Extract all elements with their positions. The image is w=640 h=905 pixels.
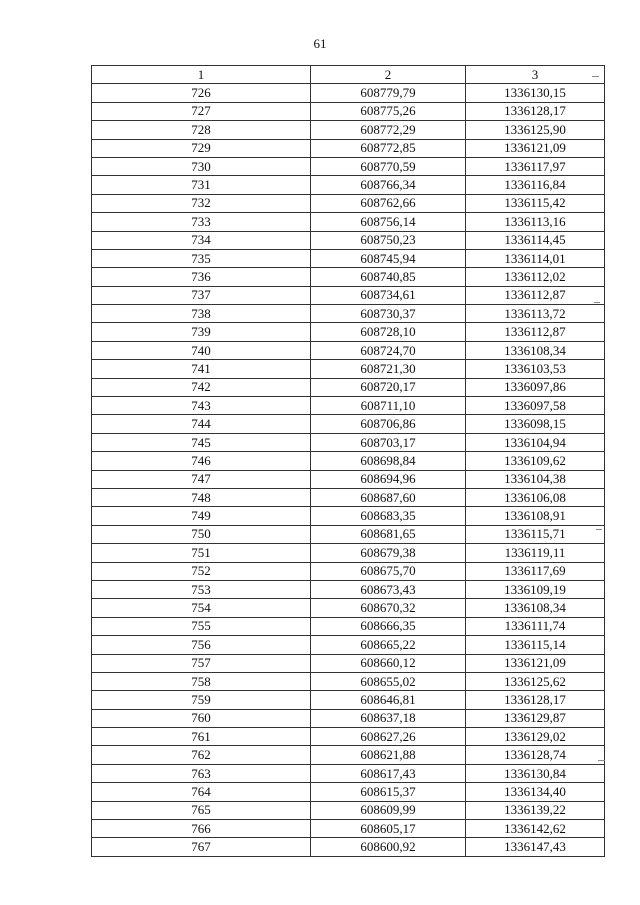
cell-y-coordinate: 1336112,87 (466, 323, 605, 341)
cell-y-coordinate: 1336142,62 (466, 820, 605, 838)
cell-x-coordinate: 608605,17 (311, 820, 466, 838)
cell-y-coordinate: 1336128,17 (466, 691, 605, 709)
cell-x-coordinate: 608621,88 (311, 746, 466, 764)
cell-x-coordinate: 608665,22 (311, 636, 466, 654)
cell-y-coordinate: 1336108,34 (466, 599, 605, 617)
cell-x-coordinate: 608770,59 (311, 157, 466, 175)
cell-x-coordinate: 608660,12 (311, 654, 466, 672)
cell-x-coordinate: 608681,65 (311, 525, 466, 543)
cell-y-coordinate: 1336115,14 (466, 636, 605, 654)
cell-point-number: 763 (92, 764, 311, 782)
cell-y-coordinate: 1336125,90 (466, 121, 605, 139)
table-row (92, 838, 605, 856)
cell-y-coordinate: 1336113,72 (466, 305, 605, 323)
cell-point-number: 748 (92, 488, 311, 506)
table-row (92, 213, 605, 231)
table-row (92, 341, 605, 359)
cell-x-coordinate: 608609,99 (311, 801, 466, 819)
cell-x-coordinate: 608698,84 (311, 452, 466, 470)
cell-point-number: 752 (92, 562, 311, 580)
cell-x-coordinate: 608766,34 (311, 176, 466, 194)
cell-point-number: 731 (92, 176, 311, 194)
cell-point-number: 749 (92, 507, 311, 525)
cell-x-coordinate: 608683,35 (311, 507, 466, 525)
coordinates-table (91, 65, 605, 857)
cell-y-coordinate: 1336103,53 (466, 360, 605, 378)
table-row (92, 194, 605, 212)
table-row (92, 176, 605, 194)
cell-y-coordinate: 1336108,91 (466, 507, 605, 525)
cell-x-coordinate: 608646,81 (311, 691, 466, 709)
cell-y-coordinate: 1336125,62 (466, 672, 605, 690)
cell-point-number: 760 (92, 709, 311, 727)
cell-x-coordinate: 608772,29 (311, 121, 466, 139)
cell-point-number: 756 (92, 636, 311, 654)
cell-point-number: 729 (92, 139, 311, 157)
cell-y-coordinate: 1336115,71 (466, 525, 605, 543)
cell-x-coordinate: 608679,38 (311, 544, 466, 562)
cell-x-coordinate: 608600,92 (311, 838, 466, 856)
cell-y-coordinate: 1336104,94 (466, 433, 605, 451)
cell-point-number: 762 (92, 746, 311, 764)
cell-x-coordinate: 608750,23 (311, 231, 466, 249)
cell-x-coordinate: 608703,17 (311, 433, 466, 451)
column-header-x: 2 (311, 66, 466, 84)
cell-y-coordinate: 1336109,62 (466, 452, 605, 470)
cell-y-coordinate: 1336114,01 (466, 249, 605, 267)
table-row (92, 801, 605, 819)
cell-y-coordinate: 1336115,42 (466, 194, 605, 212)
cell-x-coordinate: 608720,17 (311, 378, 466, 396)
cell-point-number: 733 (92, 213, 311, 231)
table-row (92, 746, 605, 764)
cell-point-number: 754 (92, 599, 311, 617)
cell-point-number: 730 (92, 157, 311, 175)
cell-y-coordinate: 1336112,02 (466, 268, 605, 286)
table-row (92, 820, 605, 838)
cell-y-coordinate: 1336129,02 (466, 728, 605, 746)
cell-x-coordinate: 608655,02 (311, 672, 466, 690)
cell-y-coordinate: 1336114,45 (466, 231, 605, 249)
cell-x-coordinate: 608687,60 (311, 488, 466, 506)
cell-point-number: 743 (92, 397, 311, 415)
scan-mark (594, 302, 600, 303)
cell-y-coordinate: 1336116,84 (466, 176, 605, 194)
cell-point-number: 753 (92, 580, 311, 598)
table-row (92, 636, 605, 654)
cell-x-coordinate: 608675,70 (311, 562, 466, 580)
cell-point-number: 746 (92, 452, 311, 470)
table-row (92, 157, 605, 175)
cell-point-number: 737 (92, 286, 311, 304)
table-row (92, 525, 605, 543)
cell-x-coordinate: 608706,86 (311, 415, 466, 433)
cell-point-number: 726 (92, 84, 311, 102)
cell-x-coordinate: 608730,37 (311, 305, 466, 323)
cell-x-coordinate: 608779,79 (311, 84, 466, 102)
cell-y-coordinate: 1336113,16 (466, 213, 605, 231)
cell-point-number: 736 (92, 268, 311, 286)
cell-y-coordinate: 1336117,69 (466, 562, 605, 580)
table-row (92, 764, 605, 782)
cell-point-number: 734 (92, 231, 311, 249)
table-row (92, 231, 605, 249)
cell-x-coordinate: 608721,30 (311, 360, 466, 378)
cell-x-coordinate: 608615,37 (311, 783, 466, 801)
table-row (92, 654, 605, 672)
table-row (92, 580, 605, 598)
cell-y-coordinate: 1336130,84 (466, 764, 605, 782)
table-row (92, 433, 605, 451)
cell-point-number: 759 (92, 691, 311, 709)
cell-x-coordinate: 608762,66 (311, 194, 466, 212)
cell-x-coordinate: 608666,35 (311, 617, 466, 635)
table-row (92, 783, 605, 801)
cell-y-coordinate: 1336128,74 (466, 746, 605, 764)
table-row (92, 709, 605, 727)
cell-x-coordinate: 608745,94 (311, 249, 466, 267)
cell-point-number: 728 (92, 121, 311, 139)
table-row (92, 470, 605, 488)
cell-y-coordinate: 1336104,38 (466, 470, 605, 488)
table-row (92, 378, 605, 396)
cell-point-number: 738 (92, 305, 311, 323)
cell-x-coordinate: 608734,61 (311, 286, 466, 304)
cell-point-number: 745 (92, 433, 311, 451)
cell-point-number: 742 (92, 378, 311, 396)
cell-x-coordinate: 608627,26 (311, 728, 466, 746)
cell-point-number: 767 (92, 838, 311, 856)
cell-x-coordinate: 608673,43 (311, 580, 466, 598)
cell-y-coordinate: 1336121,09 (466, 654, 605, 672)
cell-point-number: 732 (92, 194, 311, 212)
cell-point-number: 758 (92, 672, 311, 690)
cell-x-coordinate: 608694,96 (311, 470, 466, 488)
cell-y-coordinate: 1336134,40 (466, 783, 605, 801)
table-row (92, 323, 605, 341)
scan-mark (598, 760, 605, 761)
cell-y-coordinate: 1336121,09 (466, 139, 605, 157)
column-header-number: 1 (92, 66, 311, 84)
cell-y-coordinate: 1336117,97 (466, 157, 605, 175)
cell-y-coordinate: 1336097,86 (466, 378, 605, 396)
table-row (92, 121, 605, 139)
cell-point-number: 727 (92, 102, 311, 120)
cell-point-number: 741 (92, 360, 311, 378)
table-row (92, 102, 605, 120)
cell-y-coordinate: 1336112,87 (466, 286, 605, 304)
scan-mark (596, 529, 602, 530)
cell-point-number: 761 (92, 728, 311, 746)
cell-x-coordinate: 608728,10 (311, 323, 466, 341)
table-row (92, 507, 605, 525)
cell-y-coordinate: 1336109,19 (466, 580, 605, 598)
cell-point-number: 747 (92, 470, 311, 488)
cell-x-coordinate: 608775,26 (311, 102, 466, 120)
cell-x-coordinate: 608756,14 (311, 213, 466, 231)
cell-y-coordinate: 1336130,15 (466, 84, 605, 102)
cell-point-number: 744 (92, 415, 311, 433)
cell-point-number: 755 (92, 617, 311, 635)
cell-y-coordinate: 1336128,17 (466, 102, 605, 120)
cell-y-coordinate: 1336119,11 (466, 544, 605, 562)
table-row (92, 415, 605, 433)
column-header-y: 3 (466, 66, 605, 84)
cell-point-number: 751 (92, 544, 311, 562)
table-row (92, 84, 605, 102)
table-row (92, 672, 605, 690)
cell-point-number: 766 (92, 820, 311, 838)
page-number: 61 (313, 36, 327, 51)
table-row (92, 139, 605, 157)
cell-x-coordinate: 608724,70 (311, 341, 466, 359)
cell-y-coordinate: 1336129,87 (466, 709, 605, 727)
cell-point-number: 765 (92, 801, 311, 819)
table-row (92, 544, 605, 562)
cell-y-coordinate: 1336097,58 (466, 397, 605, 415)
cell-point-number: 739 (92, 323, 311, 341)
table-row (92, 728, 605, 746)
table-row (92, 268, 605, 286)
table-body (92, 84, 605, 856)
cell-x-coordinate: 608637,18 (311, 709, 466, 727)
table-row (92, 360, 605, 378)
table-row (92, 562, 605, 580)
cell-x-coordinate: 608617,43 (311, 764, 466, 782)
cell-point-number: 735 (92, 249, 311, 267)
cell-y-coordinate: 1336139,22 (466, 801, 605, 819)
table-row (92, 286, 605, 304)
table-row (92, 488, 605, 506)
cell-y-coordinate: 1336108,34 (466, 341, 605, 359)
scan-mark (592, 76, 599, 77)
cell-y-coordinate: 1336147,43 (466, 838, 605, 856)
cell-x-coordinate: 608711,10 (311, 397, 466, 415)
cell-point-number: 740 (92, 341, 311, 359)
table-row (92, 397, 605, 415)
table-row (92, 599, 605, 617)
cell-point-number: 750 (92, 525, 311, 543)
cell-x-coordinate: 608670,32 (311, 599, 466, 617)
cell-point-number: 757 (92, 654, 311, 672)
cell-y-coordinate: 1336098,15 (466, 415, 605, 433)
cell-x-coordinate: 608772,85 (311, 139, 466, 157)
table-row (92, 617, 605, 635)
table-row (92, 249, 605, 267)
table-row (92, 305, 605, 323)
cell-x-coordinate: 608740,85 (311, 268, 466, 286)
cell-y-coordinate: 1336106,08 (466, 488, 605, 506)
table-row (92, 452, 605, 470)
cell-y-coordinate: 1336111,74 (466, 617, 605, 635)
table-header-row (92, 66, 605, 84)
cell-point-number: 764 (92, 783, 311, 801)
table-row (92, 691, 605, 709)
